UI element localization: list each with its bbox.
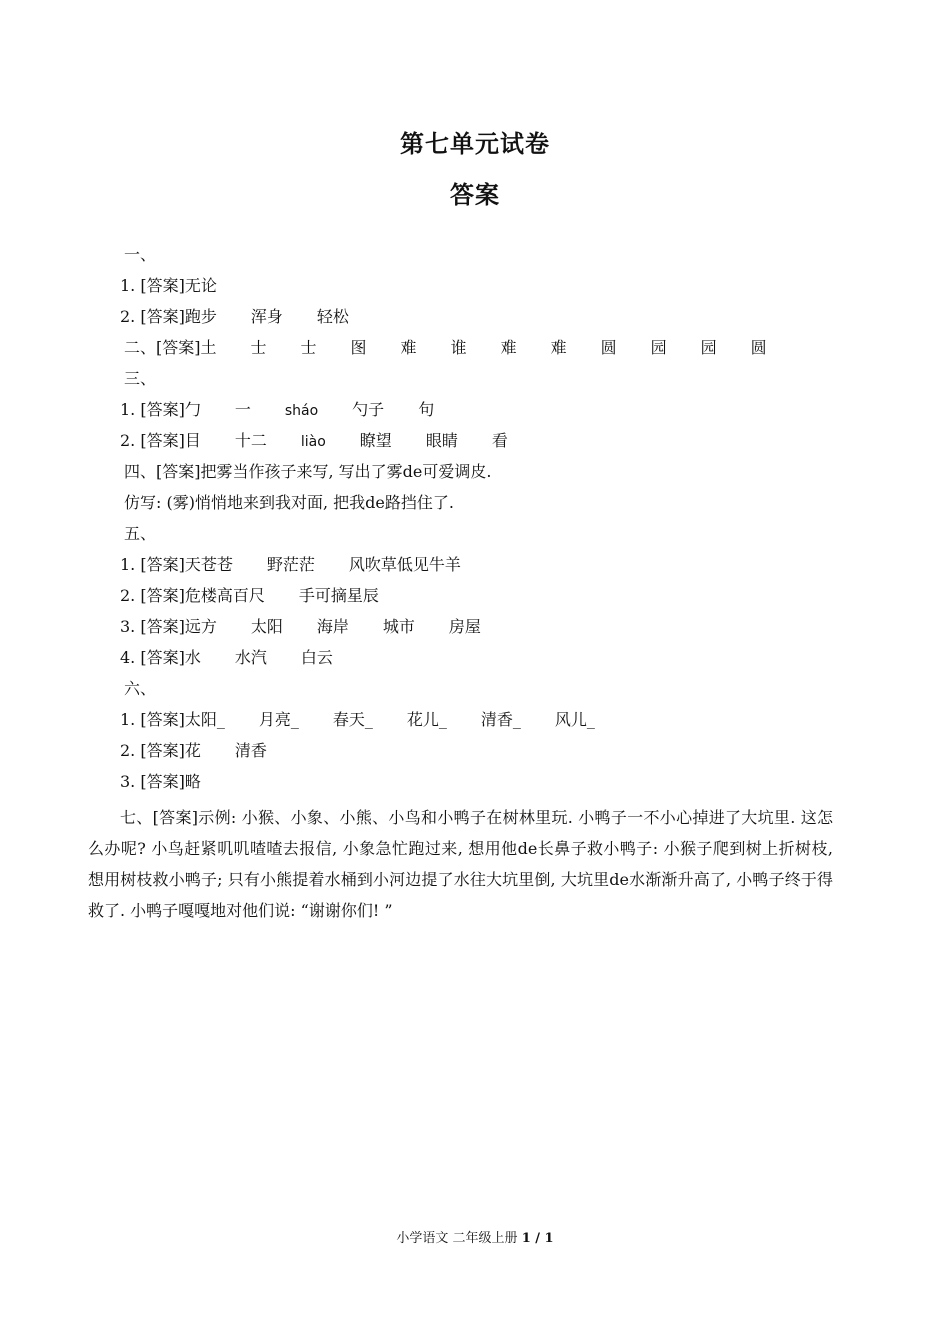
answer-segment: 2. [答案]危楼高百尺: [120, 586, 265, 605]
answer-segment: 1. [答案]无论: [120, 276, 217, 295]
answer-segment: 一、: [124, 245, 157, 264]
answer-segment: 难: [500, 338, 517, 357]
answer-segment: 六、: [124, 679, 157, 698]
answer-segment: 一: [234, 400, 251, 419]
answer-line: [120, 276, 217, 296]
answer-segment: 4. [答案]水: [120, 648, 201, 667]
answer-line: [124, 462, 491, 482]
answer-segment: 谁: [450, 338, 467, 357]
answer-segment: 2. [答案]跑步: [120, 307, 217, 326]
answer-segment: 野茫茫: [266, 555, 315, 574]
answer-segment: 手可摘星辰: [298, 586, 379, 605]
answer-segment: 仿写: (雾)悄悄地来到我对面, 把我de路挡住了.: [124, 493, 454, 512]
answer-segment: 太阳: [250, 617, 283, 636]
page-title: 第七单元试卷: [400, 129, 550, 158]
answer-segment: 花儿_: [406, 710, 447, 729]
answer-segment: 1. [答案]勹: [120, 400, 201, 419]
answer-segment: 轻松: [316, 307, 349, 326]
answer-line: [124, 245, 156, 265]
page-number: 1 / 1: [521, 1231, 554, 1246]
answer-segment: 浑身: [250, 307, 283, 326]
answer-segment: 四、[答案]把雾当作孩子来写, 写出了雾de可爱调皮.: [124, 462, 492, 481]
answer-line: [124, 338, 767, 358]
answer-line: [120, 400, 434, 421]
answer-line: [124, 493, 454, 513]
answer-segment: 难: [550, 338, 567, 357]
answer-line: [120, 741, 267, 761]
answer-segment: liào: [300, 434, 326, 450]
answer-segment: 白云: [300, 648, 333, 667]
answer-segment: 二、[答案]土: [124, 338, 217, 357]
answer-segment: 瞭望: [359, 431, 392, 450]
answer-line: [120, 617, 481, 637]
answer-segment: 水汽: [234, 648, 267, 667]
answer-line: [124, 679, 156, 699]
answer-segment: 看: [491, 431, 508, 450]
answer-segment: 月亮_: [258, 710, 299, 729]
page-footer: [0, 1227, 950, 1246]
answer-line: [120, 648, 333, 668]
answer-segment: 三、: [124, 369, 157, 388]
answer-segment: 海岸: [316, 617, 349, 636]
footer-text: 小学语文 二年级上册: [396, 1231, 518, 1246]
answer-segment: 风吹草低见牛羊: [348, 555, 461, 574]
answer-line: [120, 710, 595, 730]
answer-paragraph: 七、[答案]示例: 小猴、小象、小熊、小鸟和小鸭子在树林里玩. 小鸭子一不小心掉进了大坑里. 这怎么办呢? 小鸟赶紧叽叽喳喳去报信, 小象急忙跑过来, 想用他de长鼻子救小鸭子: 小猴子爬到树上折树枝, 想用树枝救小鸭子; 只有小熊提着水桶到小河边提了水往大坑里倒, 大坑里de水渐渐升高了, 小鸭子终于得救了. 小鸭子嘎嘎地对他们说: “谢谢你们! ”: [88, 808, 833, 920]
answer-segment: 1. [答案]天苍苍: [120, 555, 233, 574]
answer-segment: 园: [650, 338, 667, 357]
answer-segment: 2. [答案]目: [120, 431, 201, 450]
answer-line: [120, 307, 349, 327]
answer-segment: 十二: [234, 431, 267, 450]
answer-line: [124, 524, 156, 544]
answer-line: [120, 555, 461, 575]
answer-segment: 3. [答案]略: [120, 772, 201, 791]
answer-segment: 春天_: [332, 710, 373, 729]
answer-segment: 士: [300, 338, 317, 357]
answer-segment: 五、: [124, 524, 157, 543]
answer-segment: 风儿_: [554, 710, 595, 729]
answer-segment: 句: [418, 400, 435, 419]
answer-segment: 城市: [382, 617, 415, 636]
answer-segment: 圆: [750, 338, 767, 357]
answer-line: [120, 772, 201, 792]
answer-segment: sháo: [284, 403, 319, 419]
page-subtitle: 答案: [450, 180, 500, 209]
answer-segment: 眼睛: [425, 431, 458, 450]
answer-segment: 房屋: [448, 617, 481, 636]
answer-segment: 勺子: [352, 400, 385, 419]
answer-line: [120, 431, 508, 452]
answer-line: [124, 369, 156, 389]
answer-segment: 清香: [234, 741, 267, 760]
answer-segment: 1. [答案]太阳_: [120, 710, 225, 729]
answer-segment: 难: [400, 338, 417, 357]
answer-segment: 2. [答案]花: [120, 741, 201, 760]
answer-segment: 3. [答案]远方: [120, 617, 217, 636]
answer-segment: 园: [700, 338, 717, 357]
answer-segment: 圆: [600, 338, 617, 357]
answer-segment: 士: [250, 338, 267, 357]
answer-line: [120, 586, 379, 606]
answer-segment: 清香_: [480, 710, 521, 729]
answer-segment: 图: [350, 338, 367, 357]
